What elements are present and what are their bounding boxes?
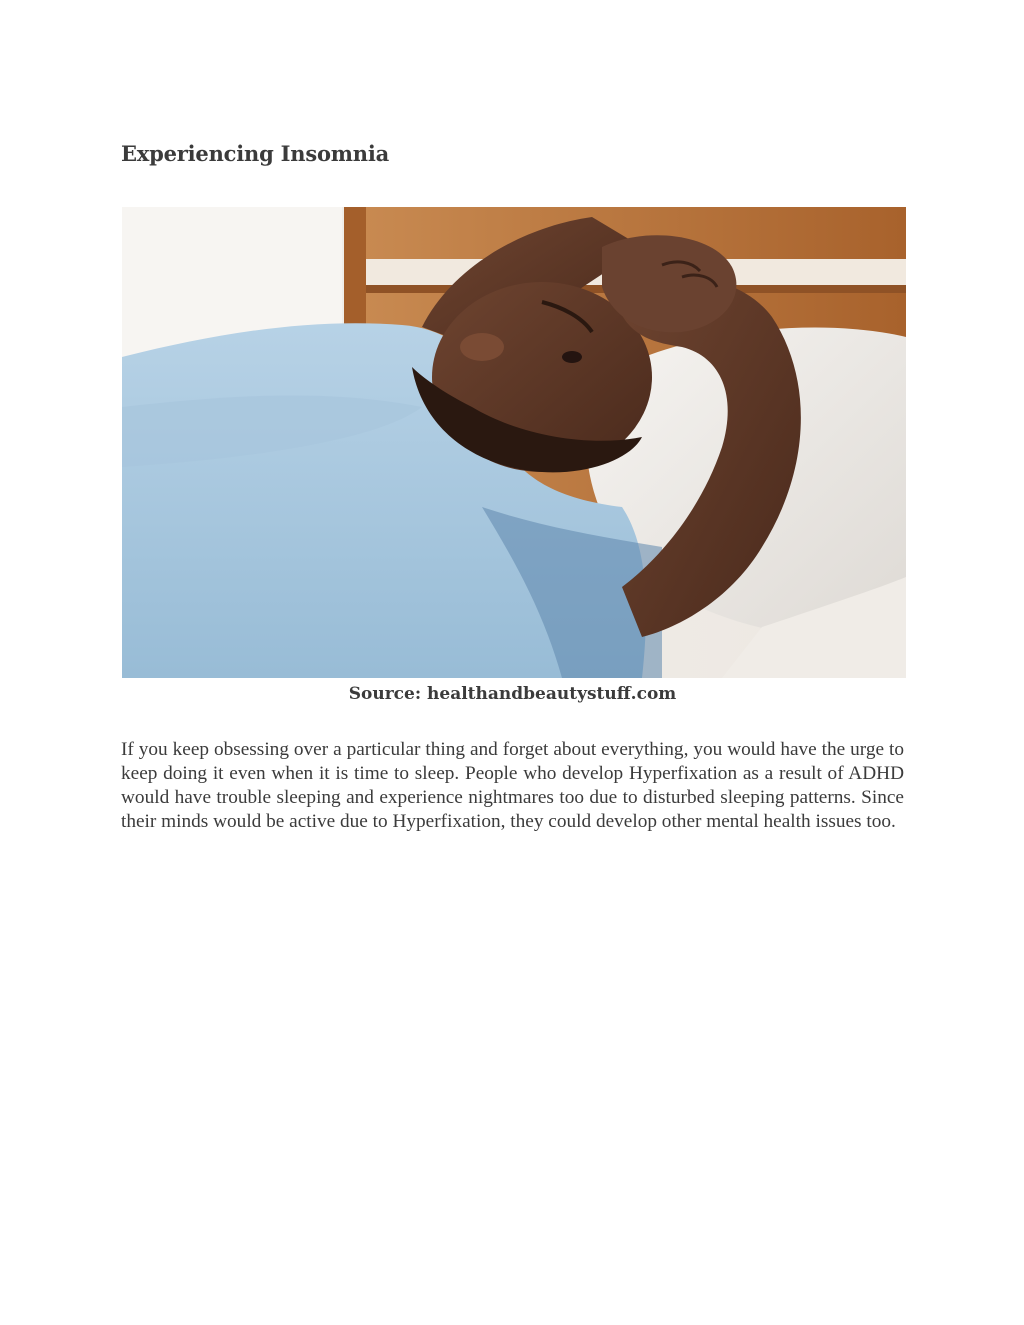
image-caption: Source: healthandbeautystuff.com (348, 684, 677, 704)
insomnia-photo (122, 207, 906, 678)
body-paragraph: If you keep obsessing over a particular thing and forget about everything, you would have the urge to keep doing it even when it is time to sleep. People who develop Hyperfixation as a result of ADHD would have trouble sleeping and experience nightmares too due to disturbed sleeping patterns. Since their minds would be active due to Hyperfixation, they could develop other mental health issues too. (121, 739, 904, 832)
section-heading: Experiencing Insomnia (121, 141, 390, 166)
